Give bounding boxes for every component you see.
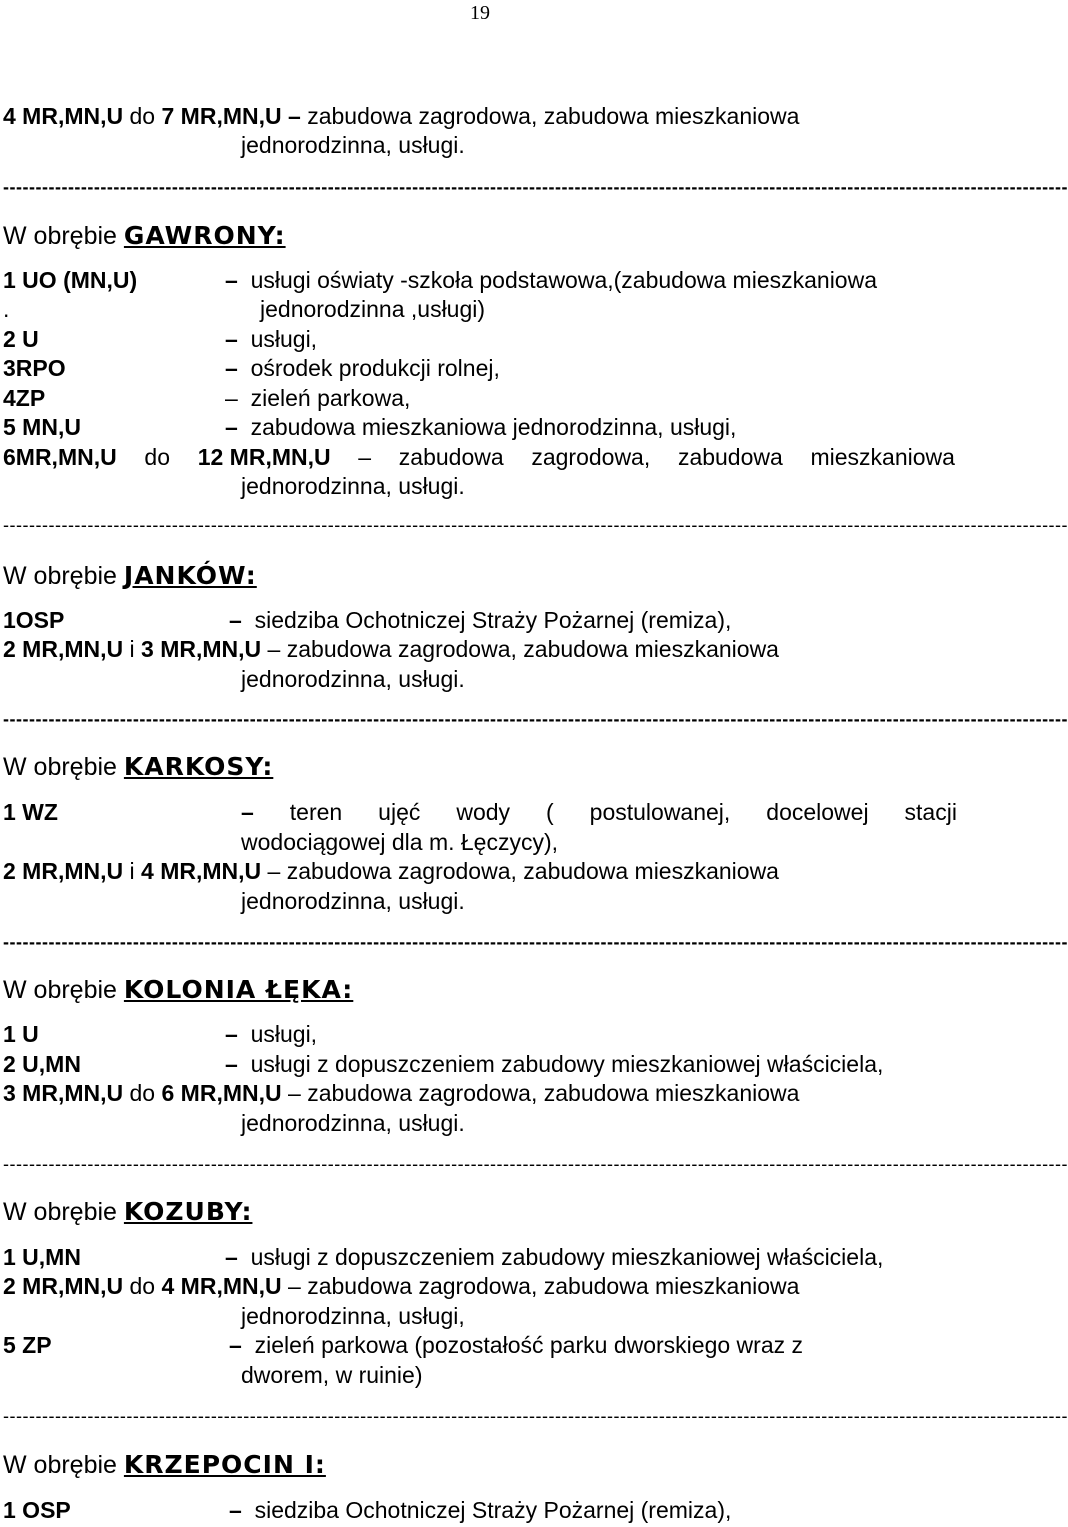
zone-row: 6MR,MN,U do 12 MR,MN,U – zabudowa zagrodowa, zabudowa mieszkaniowa xyxy=(3,444,955,470)
separator-line: -------------------------------------------------------------------------------------------------------------------------------------------------------------------- xyxy=(3,177,1068,197)
zone-description-cont: wodociągowej dla m. Łęczycy), xyxy=(241,829,559,855)
section-heading-krzepocin: W obrębie KRZEPOCIN I: xyxy=(3,1450,326,1479)
zone-row: . jednorodzinna ,usługi) xyxy=(3,296,486,322)
separator-line: -------------------------------------------------------------------------------------------------------------------------------------------------------------------- xyxy=(3,515,1068,535)
section-heading-kozuby: W obrębie KOZUBY: xyxy=(3,1197,253,1226)
zone-row: 2 MR,MN,U i 4 MR,MN,U – zabudowa zagrodowa, zabudowa mieszkaniowa xyxy=(3,858,779,884)
zone-description-cont: jednorodzinna, usługi. xyxy=(241,888,465,914)
separator-line: -------------------------------------------------------------------------------------------------------------------------------------------------------------------- xyxy=(3,1154,1068,1174)
zone-description-cont: jednorodzinna, usługi. xyxy=(241,132,465,158)
zone-description: zabudowa zagrodowa, zabudowa mieszkaniowa xyxy=(307,103,800,129)
zone-description-cont: dworem, w ruinie) xyxy=(241,1362,423,1388)
zone-description-cont: jednorodzinna, usługi. xyxy=(241,1110,465,1136)
do-word: do xyxy=(129,103,156,129)
zone-description-cont: jednorodzinna, usługi. xyxy=(241,473,465,499)
place-name: GAWRONY: xyxy=(123,221,286,250)
zone-row: 5 MN,U – zabudowa mieszkaniowa jednorodzinna, usługi, xyxy=(3,414,737,440)
separator-line: -------------------------------------------------------------------------------------------------------------------------------------------------------------------- xyxy=(3,709,1068,729)
zone-row: 1 UO (MN,U) – usługi oświaty -szkoła podstawowa,(zabudowa mieszkaniowa xyxy=(3,267,877,293)
zone-row: 1 U – usługi, xyxy=(3,1021,318,1047)
place-name: JANKÓW: xyxy=(123,561,257,590)
zone-row: 1 U,MN – usługi z dopuszczeniem zabudowy mieszkaniowej właściciela, xyxy=(3,1244,884,1270)
section-heading-jankow: W obrębie JANKÓW: xyxy=(3,561,257,590)
zone-description-cont: jednorodzinna, usługi. xyxy=(241,666,465,692)
zone-row: 2 MR,MN,U do 4 MR,MN,U – zabudowa zagrodowa, zabudowa mieszkaniowa xyxy=(3,1273,800,1299)
zone-row: 1OSP – siedziba Ochotniczej Straży Pożarnej (remiza), xyxy=(3,607,732,633)
zone-description: – teren ujęć wody ( postulowanej, docelowej stacji xyxy=(241,799,957,825)
zone-description-cont: jednorodzinna, usługi, xyxy=(241,1303,465,1329)
place-name: KRZEPOCIN I: xyxy=(123,1450,326,1479)
zone-code: 7 MR,MN,U xyxy=(161,103,282,129)
zone-row: 3 MR,MN,U do 6 MR,MN,U – zabudowa zagrodowa, zabudowa mieszkaniowa xyxy=(3,1080,800,1106)
zone-code: 4 MR,MN,U xyxy=(3,103,124,129)
page-number: 19 xyxy=(470,2,490,24)
zone-row: 3RPO – ośrodek produkcji rolnej, xyxy=(3,355,500,381)
place-name: KOZUBY: xyxy=(123,1197,253,1226)
zone-row: 4ZP – zieleń parkowa, xyxy=(3,385,411,411)
section-heading-kolonia-leka: W obrębie KOLONIA ŁĘKA: xyxy=(3,975,354,1004)
place-name: KOLONIA ŁĘKA: xyxy=(123,975,354,1004)
zone-row: 1 OSP – siedziba Ochotniczej Straży Pożarnej (remiza), xyxy=(3,1497,732,1523)
place-name: KARKOSY: xyxy=(123,752,274,781)
zone-row: 2 MR,MN,U i 3 MR,MN,U – zabudowa zagrodowa, zabudowa mieszkaniowa xyxy=(3,636,779,662)
intro-line: 4 MR,MN,U do 7 MR,MN,U – zabudowa zagrodowa, zabudowa mieszkaniowa xyxy=(3,103,800,129)
zone-row: 1 WZ xyxy=(3,799,58,825)
zone-row: 2 U,MN – usługi z dopuszczeniem zabudowy mieszkaniowej właściciela, xyxy=(3,1051,884,1077)
separator-line: -------------------------------------------------------------------------------------------------------------------------------------------------------------------- xyxy=(3,1406,1068,1426)
zone-row: 5 ZP – zieleń parkowa (pozostałość parku dworskiego wraz z xyxy=(3,1332,803,1358)
separator-line: -------------------------------------------------------------------------------------------------------------------------------------------------------------------- xyxy=(3,932,1068,952)
zone-row: 2 U – usługi, xyxy=(3,326,318,352)
section-heading-gawrony: W obrębie GAWRONY: xyxy=(3,221,286,250)
section-heading-karkosy: W obrębie KARKOSY: xyxy=(3,752,274,781)
